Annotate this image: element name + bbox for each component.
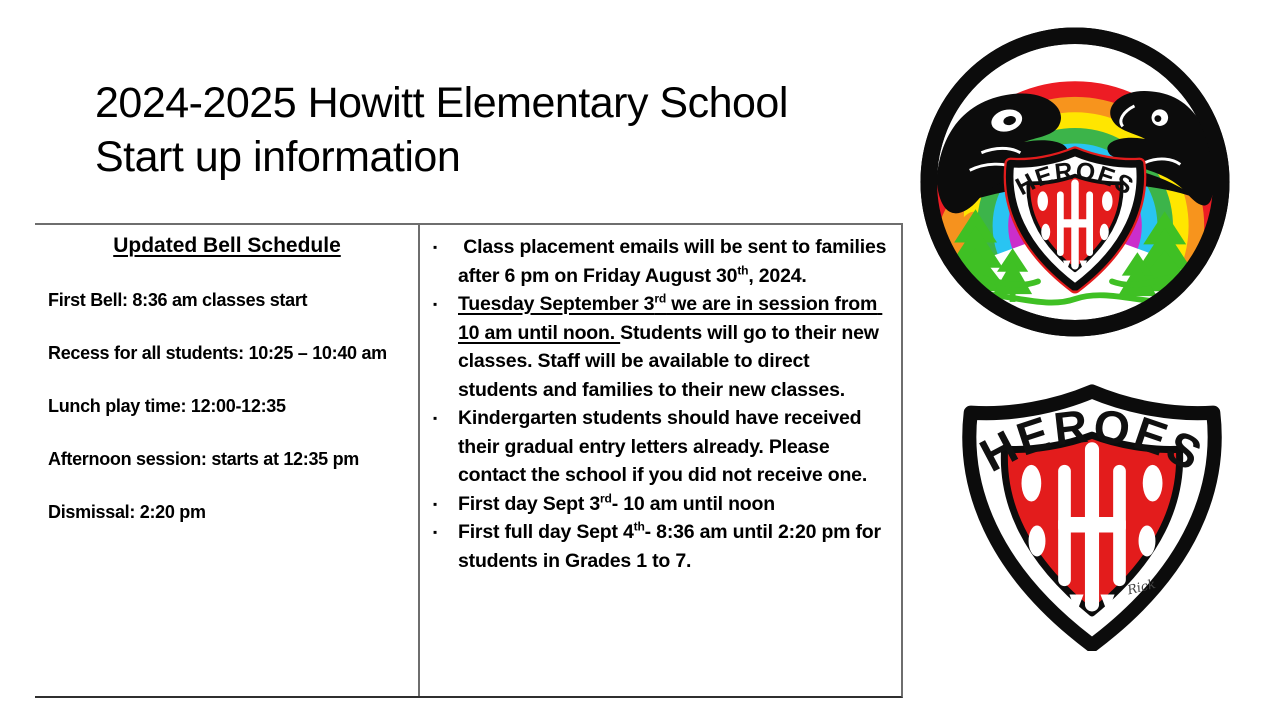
bullet-item: [431, 233, 893, 290]
bullet-text: First full day Sept 4th- 8:36 am until 2:20 pm for students in Grades 1 to 7.: [458, 519, 887, 572]
startup-bullet-list: [431, 233, 893, 575]
bell-schedule-cell: [35, 225, 420, 696]
schedule-item: Lunch play time: 12:00-12:35: [48, 396, 286, 416]
startup-info-table: [35, 223, 903, 698]
page-title: 2024-2025 Howitt Elementary School Start up information: [95, 79, 788, 181]
bullet-item: [431, 404, 893, 490]
startup-notes-cell: [420, 225, 901, 696]
bullet-text: Tuesday September 3rd we are in session from 10 am until noon. Students will go to their new classes. Staff will be available to direct students and families to their new classes.: [458, 291, 884, 401]
bullet-text: First day Sept 3rd- 10 am until noon: [458, 491, 775, 515]
bullet-item: [431, 490, 893, 519]
heroes-circle-logo: [919, 26, 1231, 338]
bell-schedule-list: [48, 288, 406, 524]
schedule-item: Dismissal: 2:20 pm: [48, 502, 206, 522]
bell-schedule-heading: Updated Bell Schedule: [113, 234, 341, 257]
bullet-square-icon: ▪: [433, 496, 438, 511]
bullet-item: [431, 518, 893, 575]
artist-signature: Rick: [1125, 576, 1157, 598]
bullet-square-icon: ▪: [433, 240, 438, 254]
schedule-item: First Bell: 8:36 am classes start: [48, 290, 308, 310]
schedule-item: Recess for all students: 10:25 – 10:40 am: [48, 343, 387, 363]
bullet-square-icon: ▪: [433, 525, 438, 539]
bullet-text: Class placement emails will be sent to families after 6 pm on Friday August 30th, 2024.: [458, 236, 892, 287]
bullet-item: [431, 290, 893, 404]
bullet-square-icon: ▪: [433, 297, 438, 311]
schedule-item: Afternoon session: starts at 12:35 pm: [48, 449, 359, 469]
bullet-text: Kindergarten students should have received their gradual entry letters already. Please contact the school if you did not receive one.: [458, 407, 868, 486]
heroes-shield-logo: [951, 383, 1233, 651]
bullet-square-icon: ▪: [433, 411, 438, 425]
